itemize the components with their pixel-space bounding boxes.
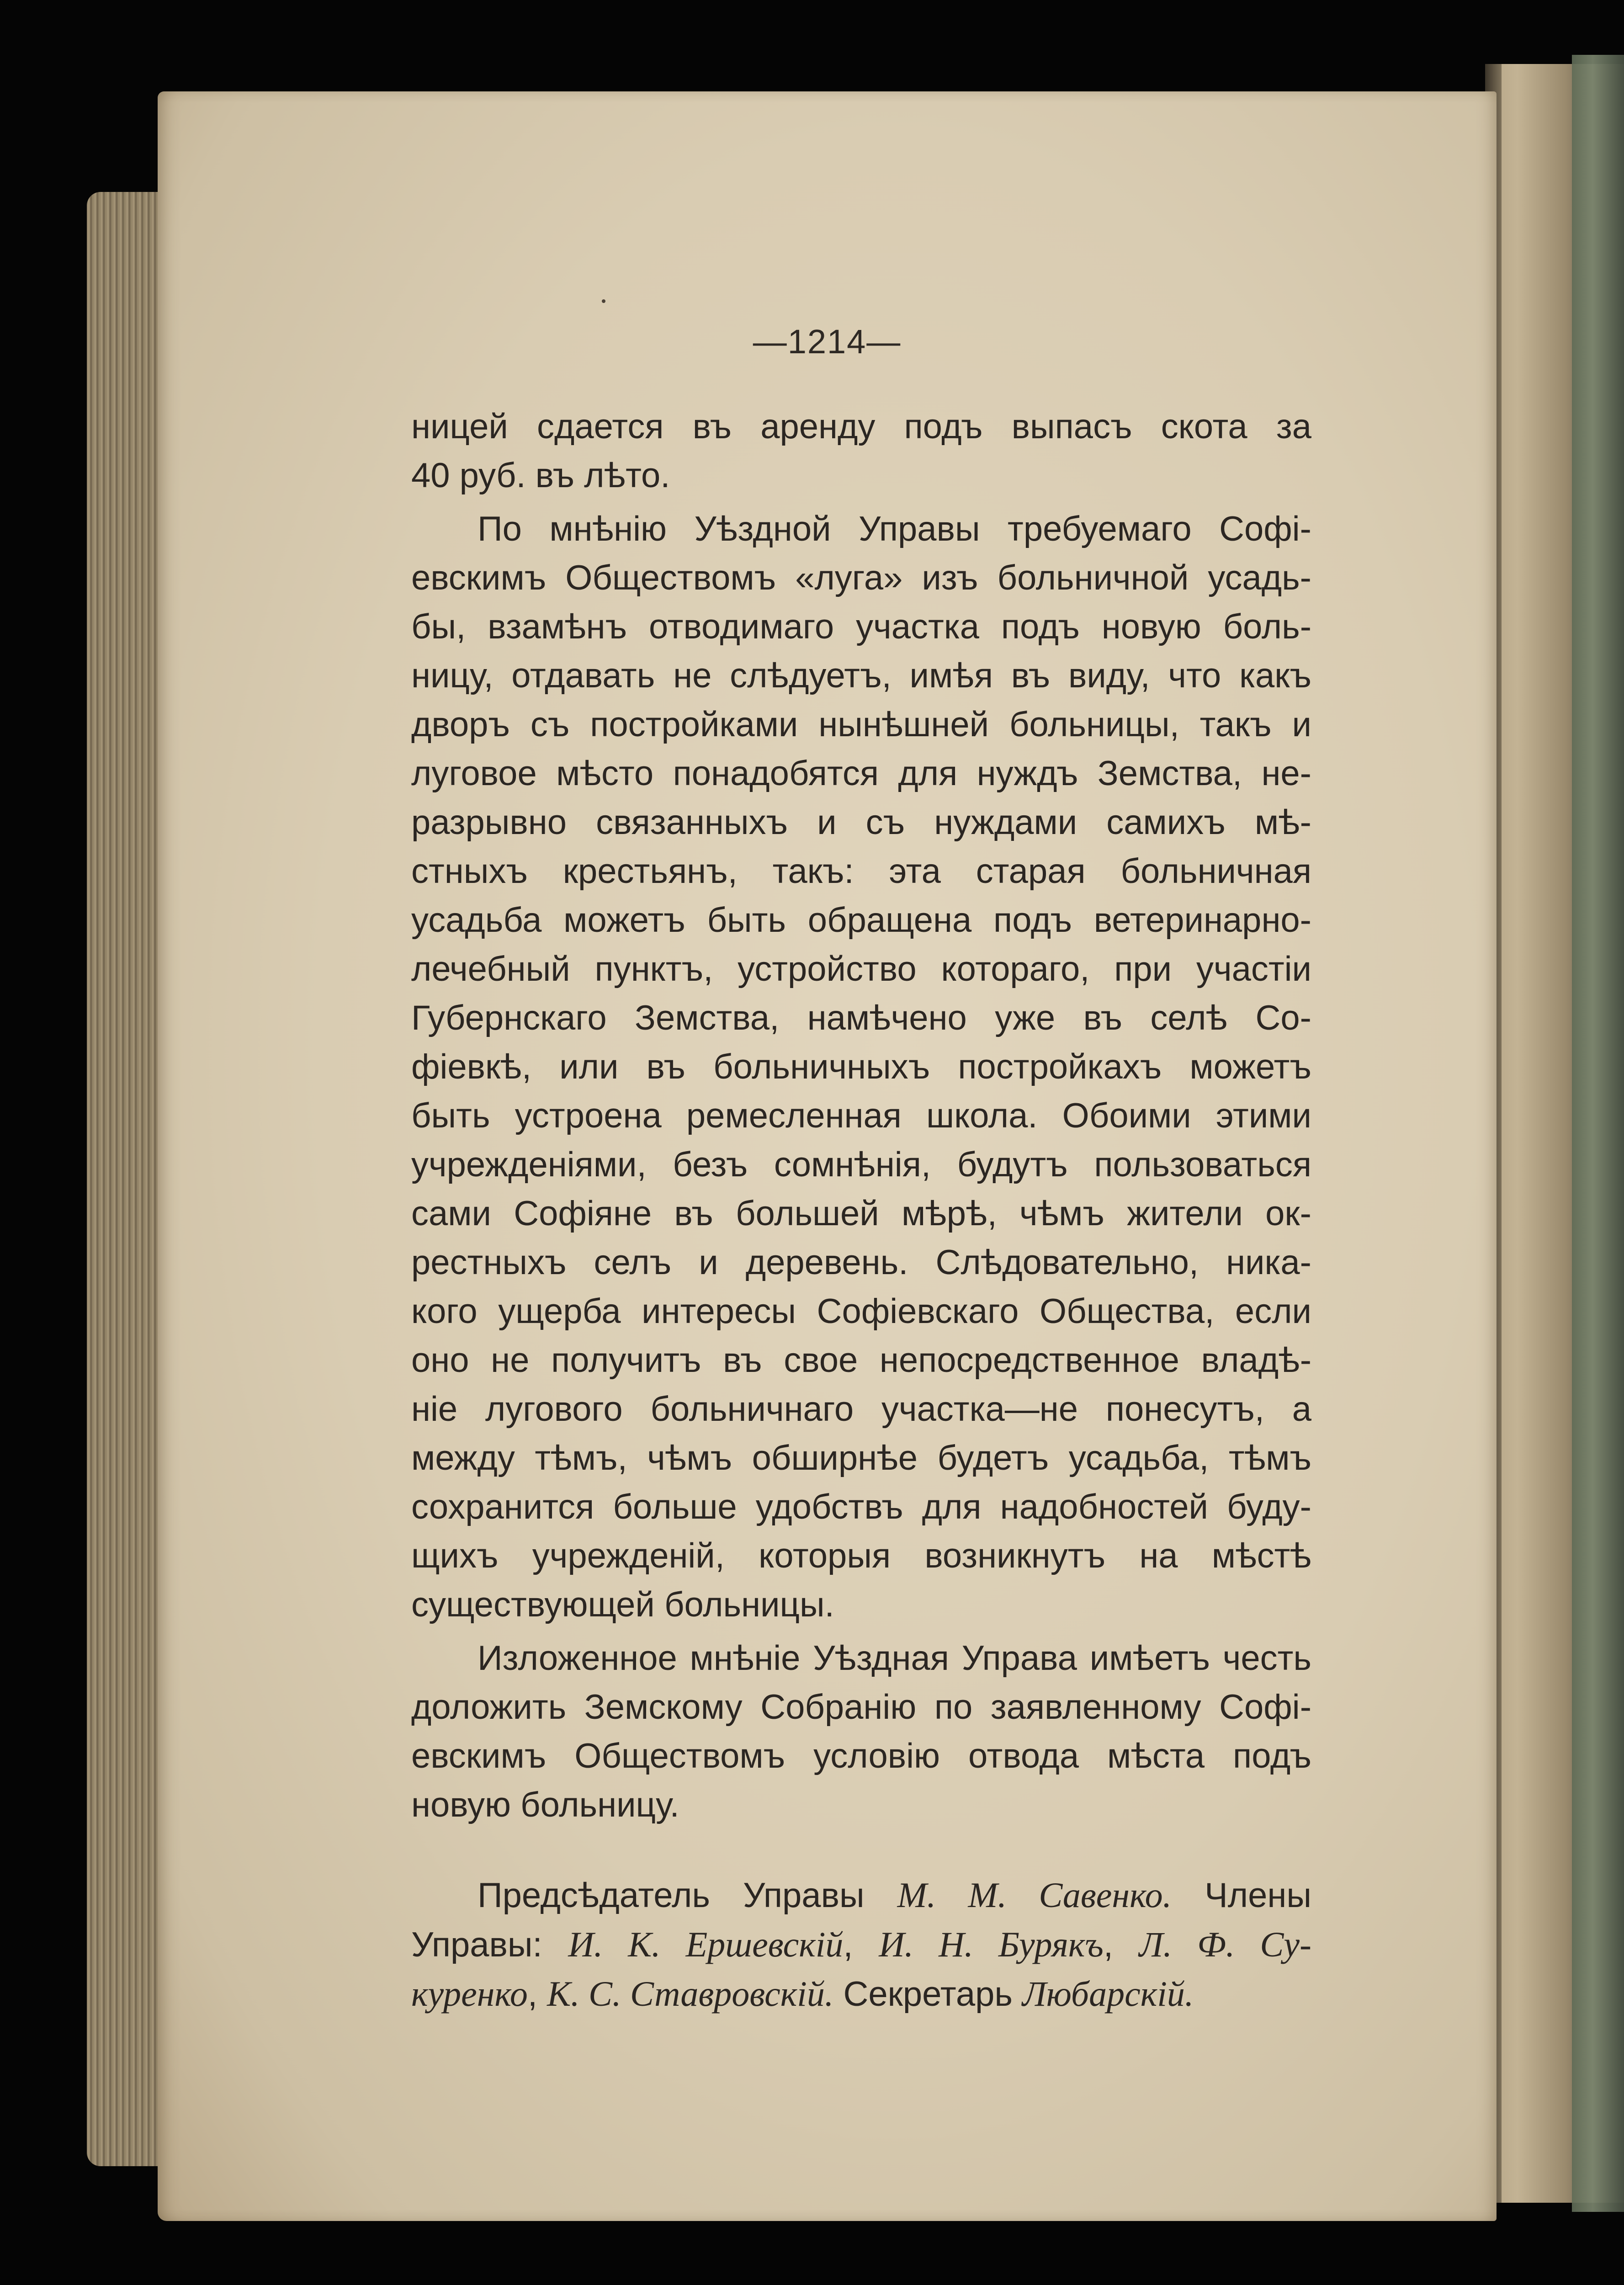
- member-name: куренко: [411, 1974, 528, 2014]
- paragraph-conclusion: [411, 1634, 1311, 1829]
- text-line: разрывно связанныхъ и съ нуждами самихъ мѣ-: [411, 803, 1311, 842]
- text-line: ницу, отдавать не слѣдуетъ, имѣя въ виду, что какъ: [411, 656, 1311, 695]
- text-line: По мнѣнію Уѣздной Управы требуемаго Софі-: [478, 510, 1311, 548]
- page-body: [411, 402, 1311, 2019]
- text-line: стныхъ крестьянъ, такъ: эта старая больничная: [411, 852, 1311, 891]
- text-line: 40 руб. въ лѣто.: [411, 456, 670, 495]
- text-line: быть устроена ремесленная школа. Обоими этими: [411, 1096, 1311, 1135]
- member-name: И. К. Ершевскій: [568, 1924, 844, 1964]
- signature-text: ,: [1103, 1925, 1139, 1964]
- signature-text: Предсѣдатель Управы: [478, 1876, 897, 1915]
- signature-line: [411, 1920, 1311, 1969]
- text-line: усадьба можетъ быть обращена подъ ветеринарно-: [411, 901, 1311, 940]
- signature-text: ,: [527, 1975, 547, 2014]
- text-line: ницей сдается въ аренду подъ выпасъ скота за: [411, 407, 1311, 446]
- signature-block: [411, 1871, 1311, 2019]
- chairman-name: М. М. Савенко.: [897, 1875, 1172, 1915]
- text-line: фіевкѣ, или въ больничныхъ постройкахъ можетъ: [411, 1047, 1311, 1086]
- text-line: между тѣмъ, чѣмъ обширнѣе будетъ усадьба, тѣмъ: [411, 1439, 1311, 1477]
- text-line: оно не получитъ въ свое непосредственное владѣ-: [411, 1341, 1311, 1380]
- text-line: бы, взамѣнъ отводимаго участка подъ новую боль-: [411, 607, 1311, 646]
- signature-text: Секретарь: [833, 1975, 1023, 2014]
- text-line: щихъ учрежденій, которыя возникнутъ на мѣстѣ: [411, 1536, 1311, 1575]
- book-cover-edge: [1572, 55, 1624, 2212]
- text-line: Изложенное мнѣніе Уѣздная Управа имѣетъ честь: [478, 1639, 1311, 1678]
- text-line: евскимъ Обществомъ «луга» изъ больничной усадь-: [411, 558, 1311, 597]
- signature-text: ,: [843, 1925, 879, 1964]
- text-line: Губернскаго Земства, намѣчено уже въ селѣ Со-: [411, 999, 1311, 1037]
- text-line: существующей больницы.: [411, 1585, 834, 1624]
- text-line: ніе лугового больничнаго участка—не понесутъ, а: [411, 1390, 1311, 1429]
- text-line: кого ущерба интересы Софіевскаго Общества, если: [411, 1292, 1311, 1331]
- text-line: луговое мѣсто понадобятся для нуждъ Земства, не-: [411, 754, 1311, 793]
- text-line: новую больницу.: [411, 1785, 679, 1824]
- signature-line: [411, 1871, 1311, 1920]
- member-name: Л. Ф. Су-: [1139, 1924, 1311, 1964]
- page-number: —1214—: [753, 323, 902, 361]
- text-line: сохранится больше удобствъ для надобностей буду-: [411, 1488, 1311, 1526]
- signature-text: Управы:: [411, 1925, 568, 1964]
- paragraph-opinion: [411, 505, 1311, 1629]
- paragraph-continued: [411, 402, 1311, 500]
- text-line: лечебный пунктъ, устройство котораго, при участіи: [411, 950, 1311, 988]
- text-line: дворъ съ постройками нынѣшней больницы, такъ и: [411, 705, 1311, 744]
- secretary-name: Любарскій.: [1022, 1974, 1194, 2014]
- signature-text: Члены: [1172, 1876, 1311, 1915]
- text-line: учрежденіями, безъ сомнѣнія, будутъ пользоваться: [411, 1145, 1311, 1184]
- text-line: евскимъ Обществомъ условію отвода мѣста подъ: [411, 1737, 1311, 1775]
- text-line: рестныхъ селъ и деревень. Слѣдовательно, ника-: [411, 1243, 1311, 1282]
- member-name: И. Н. Бурякъ: [879, 1924, 1104, 1964]
- ink-speck: [602, 299, 605, 303]
- signature-line: [411, 1969, 1311, 2019]
- text-line: сами Софіяне въ большей мѣрѣ, чѣмъ жители ок-: [411, 1194, 1311, 1233]
- text-line: доложить Земскому Собранію по заявленному Софі-: [411, 1688, 1311, 1727]
- member-name: К. С. Ставровскій.: [547, 1974, 834, 2014]
- document-page: [158, 91, 1497, 2221]
